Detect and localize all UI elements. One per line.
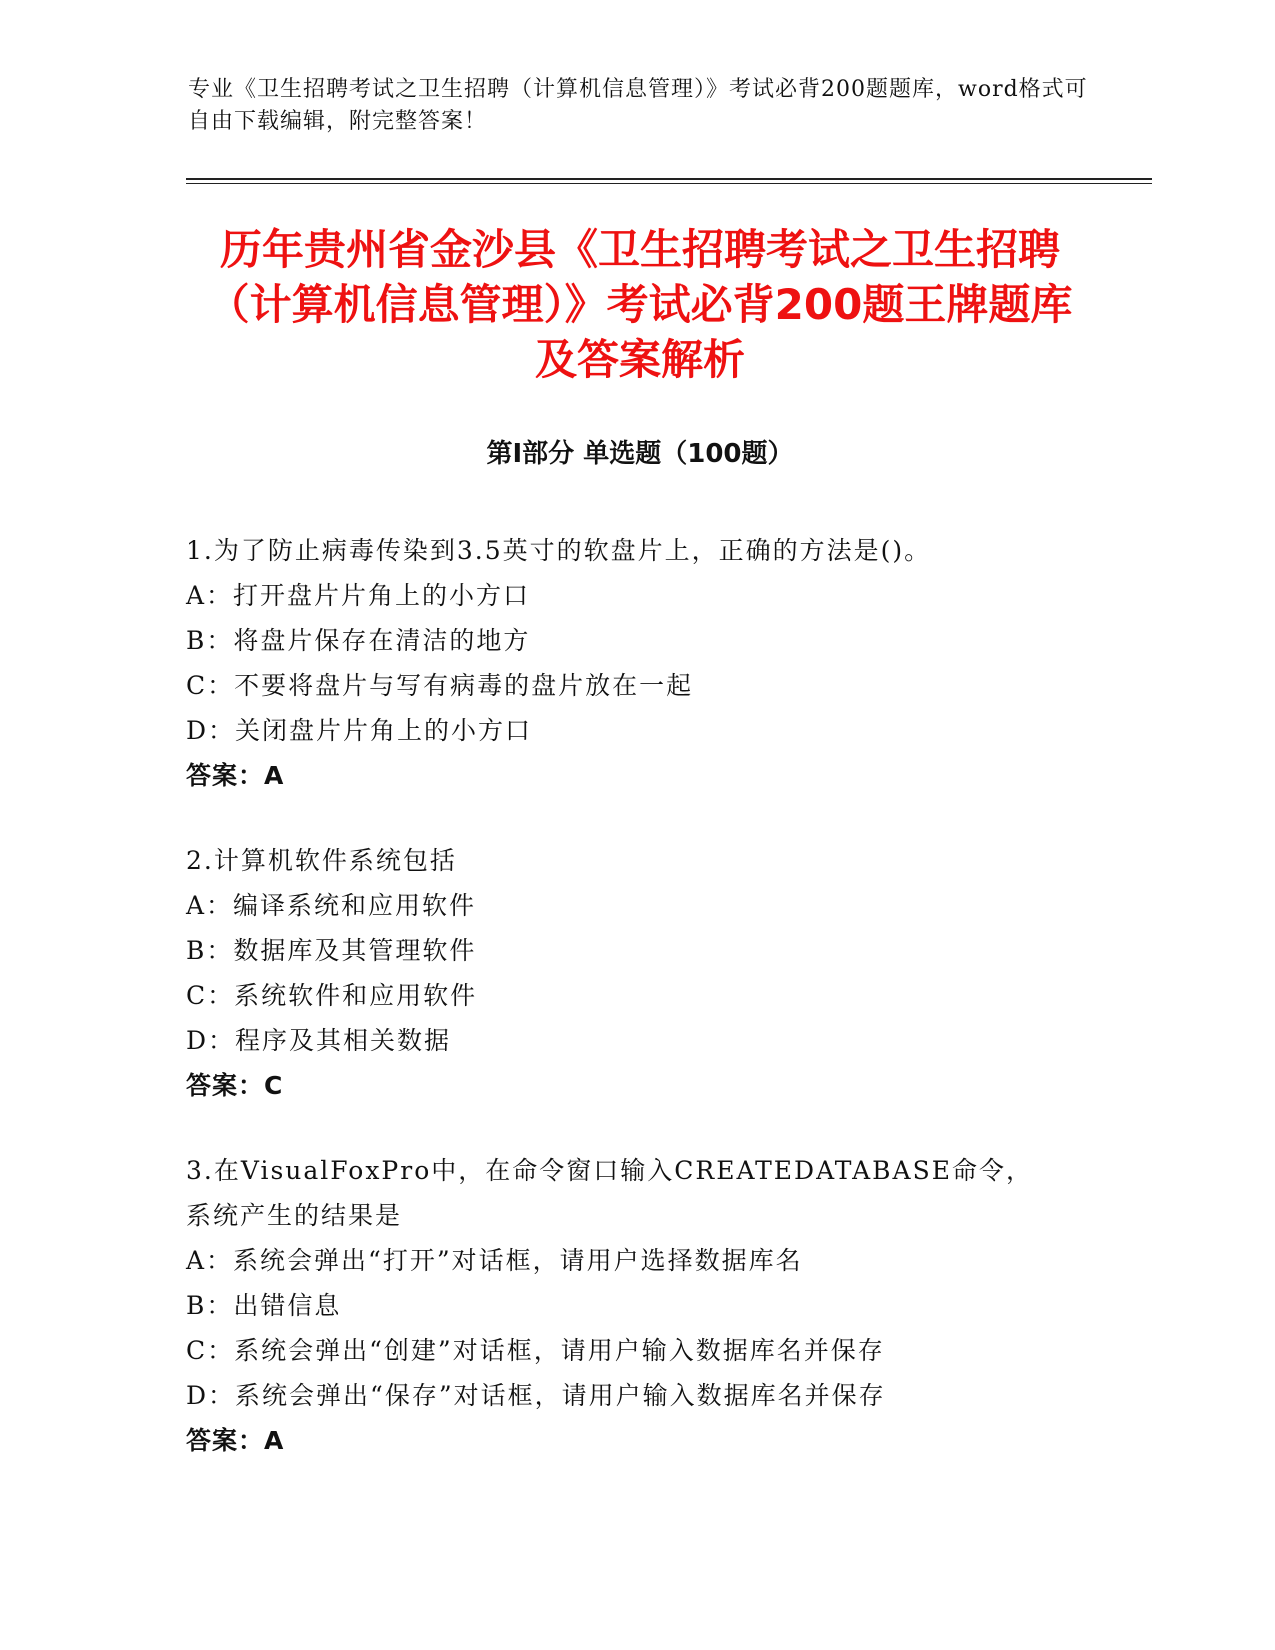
option-b: B：出错信息 (186, 1291, 342, 1320)
question-stem: 3.在VisualFoxPro中，在命令窗口输入CREATEDATABASE命令，系统产生的结果是 (186, 1156, 1033, 1230)
question-3 (186, 1148, 1086, 1463)
question-stem: 1.为了防止病毒传染到3.5英寸的软盘片上，正确的方法是()。 (186, 536, 932, 565)
header-divider-thin (186, 183, 1152, 184)
section-heading: 第Ⅰ部分 单选题（100题） (486, 439, 794, 469)
option-a: A：系统会弹出“打开”对话框，请用户选择数据库名 (186, 1246, 803, 1275)
question-list (186, 528, 1086, 1503)
intro-text: 专业《卫生招聘考试之卫生招聘（计算机信息管理）》考试必背200题题库，word格式可自由下载编辑，附完整答案！ (188, 77, 1088, 134)
header-divider-thick (186, 178, 1152, 180)
option-b: B：将盘片保存在清洁的地方 (186, 626, 531, 655)
question-1 (186, 528, 1086, 798)
option-d: D：程序及其相关数据 (186, 1026, 452, 1055)
option-d: D：系统会弹出“保存”对话框，请用户输入数据库名并保存 (186, 1381, 886, 1410)
option-d: D：关闭盘片片角上的小方口 (186, 716, 533, 745)
option-c: C：系统会弹出“创建”对话框，请用户输入数据库名并保存 (186, 1336, 885, 1365)
question-2 (186, 838, 1086, 1108)
option-a: A：编译系统和应用软件 (186, 891, 477, 920)
answer-line: 答案：A (186, 761, 285, 790)
answer-line: 答案：A (186, 1426, 285, 1455)
question-stem: 2.计算机软件系统包括 (186, 846, 457, 875)
option-c: C：不要将盘片与写有病毒的盘片放在一起 (186, 671, 694, 700)
option-c: C：系统软件和应用软件 (186, 981, 478, 1010)
option-a: A：打开盘片片角上的小方口 (186, 581, 531, 610)
option-b: B：数据库及其管理软件 (186, 936, 477, 965)
document-title: 历年贵州省金沙县《卫生招聘考试之卫生招聘（计算机信息管理）》考试必背200题王牌题库及答案解析 (207, 225, 1073, 384)
answer-line: 答案：C (186, 1071, 284, 1100)
